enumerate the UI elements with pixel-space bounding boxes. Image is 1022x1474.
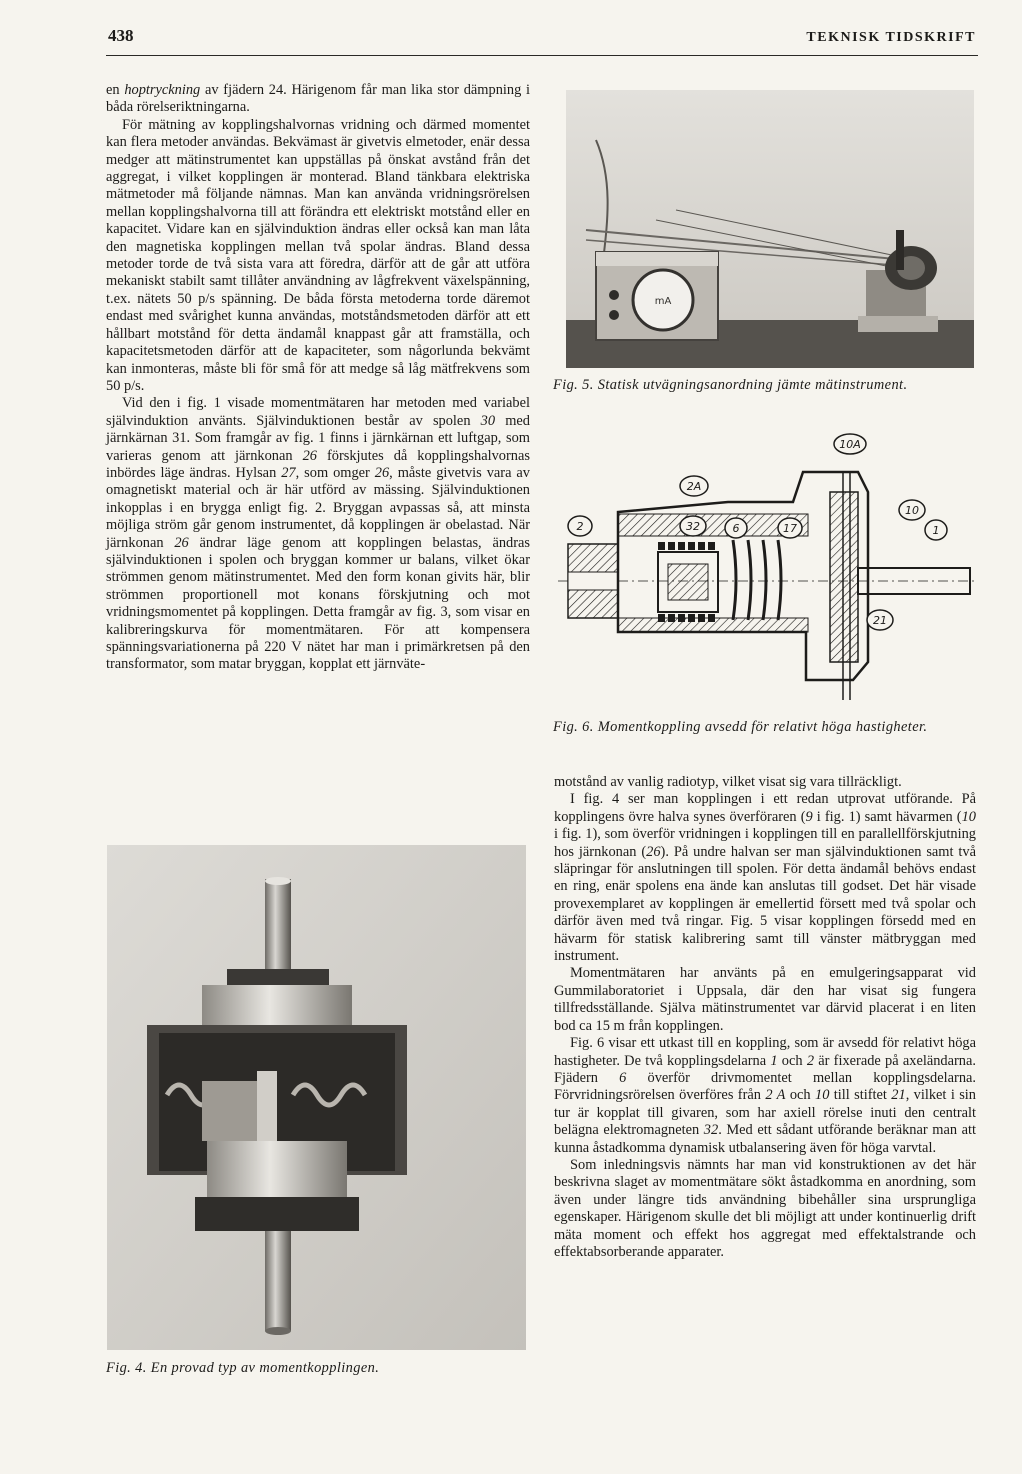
left-column xyxy=(106,82,530,674)
fig6-label-21: 21 xyxy=(873,614,887,627)
fig5-photo xyxy=(566,90,974,368)
paragraph: Vid den i fig. 1 visade momentmätaren har metoden med variabel självinduktion använts. Självinduktionen består av spolen 30 med järnkärnan 31. Som framgår av fig. 1 finns i järnkärnan ett luftgap, som varieras genom att järnkonan 26 förskjutes då kopplingshalvornas inbördes läge ändras. Hylsan 27, som omger 26, måste givetvis vara av omagnetiskt material och är här utförd av mässing. Självinduktionen inkopplas i en brygga enligt fig. 2. Bryggan avpassas så, att minsta möjliga ström går genom instrumentet, då kopplingen är obelastad. När järnkonan 26 ändrar läge genom att kopplingen belastas, ändras självinduktionen i spolen och bryggan kommer ur balans, vilket ökar strömmen genom mätinstrumentet. Med den form konan givits här, blir strömmen proportionell mot konans förskjutning och mot vridningsmomentet på kopplingen. Detta framgår av fig. 3, som visar en kalibreringskurva för momentmätaren. För att kompensera spänningsvariationerna på 220 V nätet har man i primärkretsen på den transformator, som matar bryggan, kopplat ett järnväte- xyxy=(106,395,531,673)
fig6-label-10a: 10A xyxy=(839,438,861,451)
fig4-caption: Fig. 4. En provad typ av momentkopplingen. xyxy=(106,1360,380,1376)
right-column xyxy=(554,774,976,1261)
journal-title: TEKNISK TIDSKRIFT xyxy=(806,30,976,45)
paragraph: Momentmätaren har använts på en emulgeringsapparat vid Gummilaboratoriet i Uppsala, där den har visat sig fungera tillfredsställande. Själva mätinstrumentet var därvid placerat i en liten bod ca 15 m från kopplingen. xyxy=(554,965,976,1034)
paragraph: Fig. 6 visar ett utkast till en koppling, som är avsedd för relativt höga hastigheter. De två kopplingsdelarna 1 och 2 är fixerade på axeländarna. Fjädern 6 överför drivmomentet mellan kopplingsdelarna. Förvridningsrörelsen överföres från 2 A och 10 till stiftet 21, vilket i sin tur är kopplat till givaren, som har axiell rörelse inuti den centralt belägna elektromagneten 32. Med ett sådant utförande beräknar man att kunna åstadkomma dynamisk utbalansering även för höga varvtal. xyxy=(554,1035,976,1156)
fig6-label-32: 32 xyxy=(686,520,700,533)
page-number: 438 xyxy=(108,26,134,45)
fig6-label-2: 2 xyxy=(576,520,584,533)
meter-label: mA xyxy=(654,296,672,307)
fig4-photo xyxy=(107,845,526,1350)
fig6-label-1: 1 xyxy=(932,524,940,537)
fig5-caption: Fig. 5. Statisk utvägningsanordning jämte mätinstrument. xyxy=(553,377,908,393)
header-rule xyxy=(106,55,978,56)
fig6-caption: Fig. 6. Momentkoppling avsedd för relativt höga hastigheter. xyxy=(553,719,928,735)
paragraph: I fig. 4 ser man kopplingen i ett redan utprovat utförande. På kopplingens övre halva synes överföraren (9 i fig. 1) samt hävarmen (10 i fig. 1), som överför vridningen i kopplingen till en parallellförskjutning hos järnkonan (26). På undre halvan ser man självinduktionen samt två släpringar för anslutningen till spolen. För detta ändamål behövs endast en ring, enär spolens ena ände kan anslutas till godset. Det här visade provexemplaret av kopplingen är emellertid försett med två spolar och därför även med två ringar. Fig. 5 visar kopplingen försedd med en hävarm för statisk kalibrering samt till vänster mätbryggan med instrument. xyxy=(554,791,976,965)
paragraph: en hoptryckning av fjädern 24. Härigenom får man lika stor dämpning i båda rörelseriktningarna. xyxy=(106,82,530,116)
fig6-label-2a: 2A xyxy=(686,480,702,493)
paragraph: motstånd av vanlig radiotyp, vilket visat sig vara tillräckligt. xyxy=(554,774,902,790)
paragraph: Som inledningsvis nämnts har man vid konstruktionen av det här beskrivna slaget av momentmätare sökt åstadkomma en anordning, som även under längre tids användning bibehåller sina ursprungliga egenskaper. Härigenom skulle det bli möjligt att under kontinuerlig drift mäta moment och effekt hos aggregat med effektalstrande och effektabsorberande apparater. xyxy=(554,1156,976,1260)
fig6-label-6: 6 xyxy=(732,522,740,535)
fig6-drawing xyxy=(558,432,978,714)
fig6-label-17: 17 xyxy=(783,522,797,535)
fig6-label-10: 10 xyxy=(905,504,919,517)
paragraph: För mätning av kopplingshalvornas vridning och därmed momentet kan flera metoder användas. Bekvämast är givetvis elmetoder, enär dessa medger att mätinstrumentet kan uppställas på önskat avstånd från det aggregat, i vilket kopplingen är monterad. Bland tänkbara elektriska mätmetoder må följande nämnas. Man kan använda vridningsrörelsen mellan kopplingshalvorna till att förändra ett elektriskt motstånd eller en kapacitet. Vidare kan en självinduktion ändras eller också kan man låta den magnetiska kopplingen mellan två spolar ändras. Bland dessa metoder torde de två sista vara att föredra, därför att de går att utföra mekaniskt stabilt samt tillåter användning av lågfrekvent växelspänning, t.ex. nätets 50 p/s spänning. De båda första metoderna torde däremot endast med svårighet kunna användas, motståndsmetoden därför att ett hållbart motstånd för detta ändamål knappast går att framställa, och kapacitetsmetoden därför att de kapaciteter, som någorlunda bekvämt kan inmonteras, måste bli för små för att medge så låg mätfrekvens som 50 p/s. xyxy=(106,116,530,394)
